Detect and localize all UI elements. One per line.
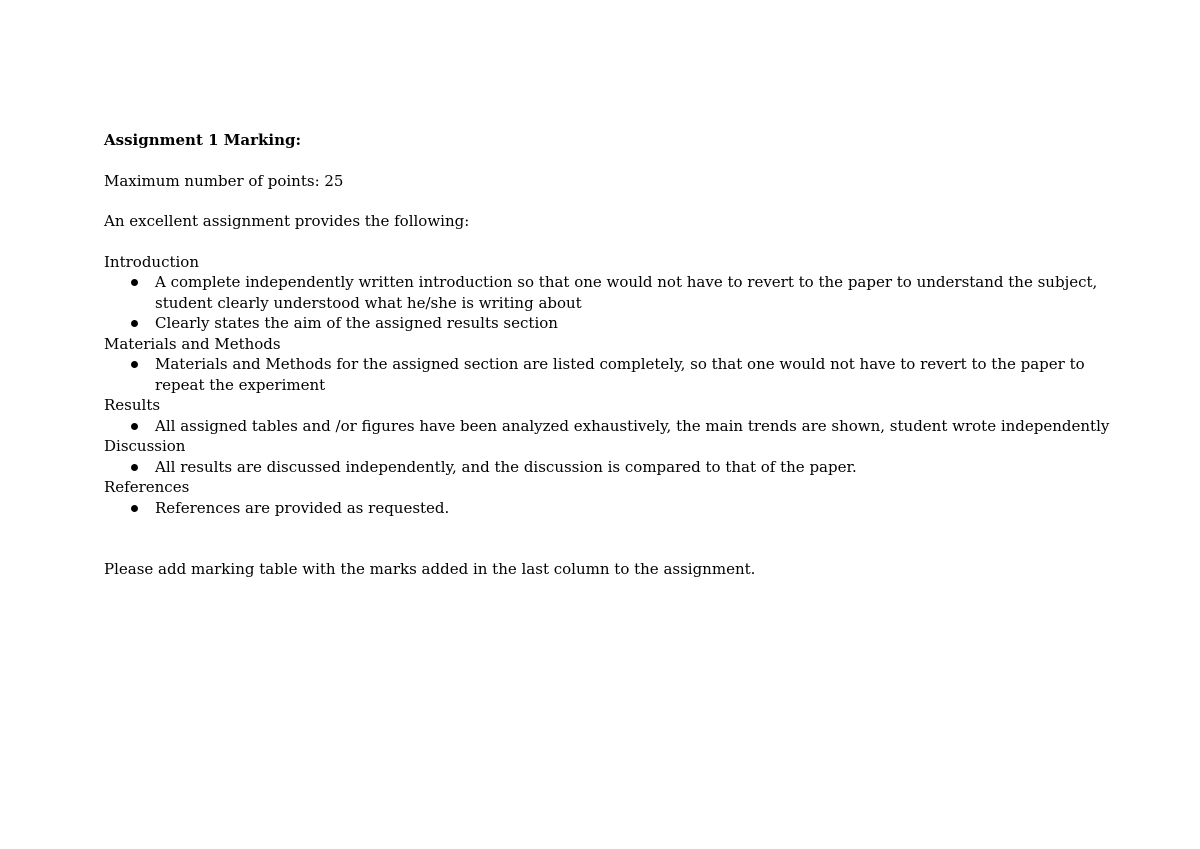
list-item <box>104 416 1110 437</box>
section-results <box>104 395 1110 436</box>
section-heading: Materials and Methods <box>104 334 281 353</box>
list-item-text: References are provided as requested. <box>155 498 450 517</box>
list-item <box>104 498 1104 519</box>
bullet-list <box>104 416 1110 437</box>
list-item-text: Clearly states the aim of the assigned results section <box>155 314 558 332</box>
list-item-text: All results are discussed independently, and the discussion is compared to that of the paper. <box>155 457 857 476</box>
bullet-icon <box>131 361 138 368</box>
document-title: Assignment 1 Marking: <box>104 131 301 149</box>
bullet-list <box>104 272 1104 334</box>
section-heading: Introduction <box>104 252 199 271</box>
intro-line: An excellent assignment provides the following: <box>104 212 470 230</box>
section-introduction <box>104 252 1104 334</box>
section-discussion <box>104 436 1104 477</box>
bullet-list <box>104 354 1104 395</box>
bullet-icon <box>131 423 138 430</box>
list-item <box>104 313 1104 334</box>
closing-line: Please add marking table with the marks added in the last column to the assignment. <box>104 560 756 578</box>
bullet-list <box>104 498 1104 519</box>
list-item <box>104 354 1104 395</box>
bullet-list <box>104 457 1104 478</box>
bullet-icon <box>131 320 138 327</box>
section-references <box>104 477 1104 518</box>
section-heading: Discussion <box>104 437 186 455</box>
section-heading: References <box>104 478 190 496</box>
list-item <box>104 272 1104 313</box>
list-item-text: All assigned tables and /or figures have been analyzed exhaustively, the main trends are shown, student wrote independently <box>155 416 1110 435</box>
max-points-line: Maximum number of points: 25 <box>104 171 344 190</box>
bullet-icon <box>131 279 138 286</box>
bullet-icon <box>131 464 138 471</box>
document-page <box>104 130 1110 580</box>
list-item-text: Materials and Methods for the assigned section are listed completely, so that one would not have to revert to the paper to repeat the experiment <box>155 355 1085 394</box>
list-item-text: A complete independently written introduction so that one would not have to revert to the paper to understand the subject, student clearly understood what he/she is writing about <box>155 273 1098 312</box>
section-heading: Results <box>104 396 161 414</box>
section-materials-and-methods <box>104 334 1104 396</box>
list-item <box>104 457 1104 478</box>
bullet-icon <box>131 505 138 512</box>
